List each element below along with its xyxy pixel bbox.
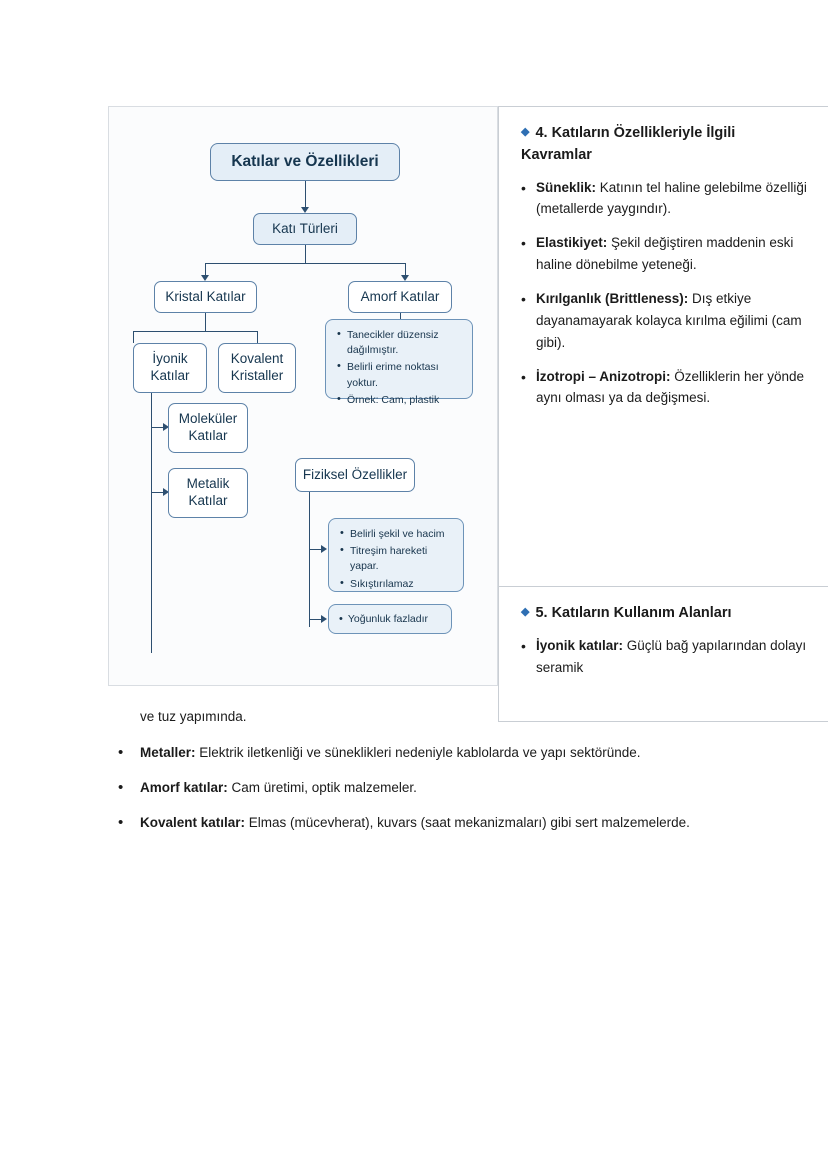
connector <box>257 331 258 343</box>
arrow-icon <box>321 615 327 623</box>
diagram-panel <box>108 106 498 686</box>
term: Amorf katılar: <box>140 779 228 795</box>
section-5-item <box>521 635 810 679</box>
node-kristal-katilar: Kristal Katılar <box>154 281 257 313</box>
note-item: • Örnek: Cam, plastik <box>347 393 463 408</box>
term: Süneklik: <box>536 179 597 195</box>
section-5-heading: ◆ 5. Katıların Kullanım Alanları <box>521 605 732 621</box>
note-fiziksel <box>328 518 464 592</box>
desc: Güçlü bağ yapılarından dolayı seramik <box>536 637 807 675</box>
diamond-icon: ◆ <box>521 606 530 618</box>
bottom-item <box>108 812 720 834</box>
node-kovalent-kristaller: Kovalent Kristaller <box>218 343 296 393</box>
note-item: • Tanecikler düzensiz dağılmıştır. <box>347 328 463 358</box>
bottom-content <box>108 706 720 846</box>
desc: Dış etkiye dayanamayarak kolayca kırılma eğilimi (cam gibi). <box>536 290 802 350</box>
node-fiziksel-ozellikler: Fiziksel Özellikler <box>295 458 415 492</box>
node-amorf-katilar: Amorf Katılar <box>348 281 452 313</box>
connector <box>133 331 134 343</box>
desc: Şekil değiştiren maddenin eski haline dönebilme yeteneği. <box>536 235 794 273</box>
desc: Özelliklerin her yönde aynı olması ya da değişmesi. <box>536 368 805 406</box>
connector <box>205 263 405 264</box>
note-item: • Belirli erime noktası yoktur. <box>347 360 463 390</box>
desc: Elektrik iletkenliği ve süneklikleri nedeniyle kablolarda ve yapı sektöründe. <box>195 744 641 760</box>
connector <box>305 181 306 209</box>
term: Kovalent katılar: <box>140 814 246 830</box>
node-iyonik-katilar: İyonik Katılar <box>133 343 207 393</box>
right-column <box>498 106 828 722</box>
section-4-heading: ◆ 4. Katıların Özellikleriyle İlgili Kavramlar <box>521 125 736 163</box>
bullet-icon: • <box>339 613 343 625</box>
desc: Elmas (mücevherat), kuvars (saat mekanizmaları) gibi sert malzemelerde. <box>245 814 690 830</box>
section-5 <box>498 587 828 722</box>
term: Kırılganlık (Brittleness): <box>536 290 689 306</box>
section-4-item <box>521 288 810 354</box>
section-4 <box>498 106 828 587</box>
arrow-icon <box>321 545 327 553</box>
connector <box>305 245 306 263</box>
term: Elastikiyet: <box>536 235 608 251</box>
note-item: Yoğunluk fazladır <box>347 613 429 625</box>
connector <box>205 313 206 331</box>
continuation-text: ve tuz yapımında. <box>140 709 247 724</box>
desc: Cam üretimi, optik malzemeler. <box>227 779 417 795</box>
note-item: • Sıkıştırılamaz <box>350 577 454 592</box>
node-metalik-katilar: Metalik Katılar <box>168 468 248 518</box>
note-item: • Titreşim hareketi yapar. <box>350 544 454 574</box>
connector <box>151 393 152 653</box>
diamond-icon: ◆ <box>521 126 530 138</box>
note-yogunluk <box>328 604 452 634</box>
term: Metaller: <box>140 744 196 760</box>
connector <box>309 492 310 627</box>
section-4-item <box>521 232 810 276</box>
node-molekuler-katilar: Moleküler Katılar <box>168 403 248 453</box>
section-4-item <box>521 366 810 410</box>
bottom-item <box>108 742 720 764</box>
node-katilar-ve-ozellikleri: Katılar ve Özellikleri <box>210 143 400 181</box>
term: İzotropi – Anizotropi: <box>536 368 671 384</box>
connector <box>133 331 257 332</box>
note-amorf <box>325 319 473 406</box>
note-item: • Belirli şekil ve hacim <box>350 527 454 542</box>
section-4-item <box>521 177 810 221</box>
term: İyonik katılar: <box>536 637 624 653</box>
bottom-item <box>108 777 720 799</box>
node-kati-turleri: Katı Türleri <box>253 213 357 245</box>
desc: Katının tel haline gelebilme özelliği (metallerde yaygındır). <box>536 179 807 217</box>
